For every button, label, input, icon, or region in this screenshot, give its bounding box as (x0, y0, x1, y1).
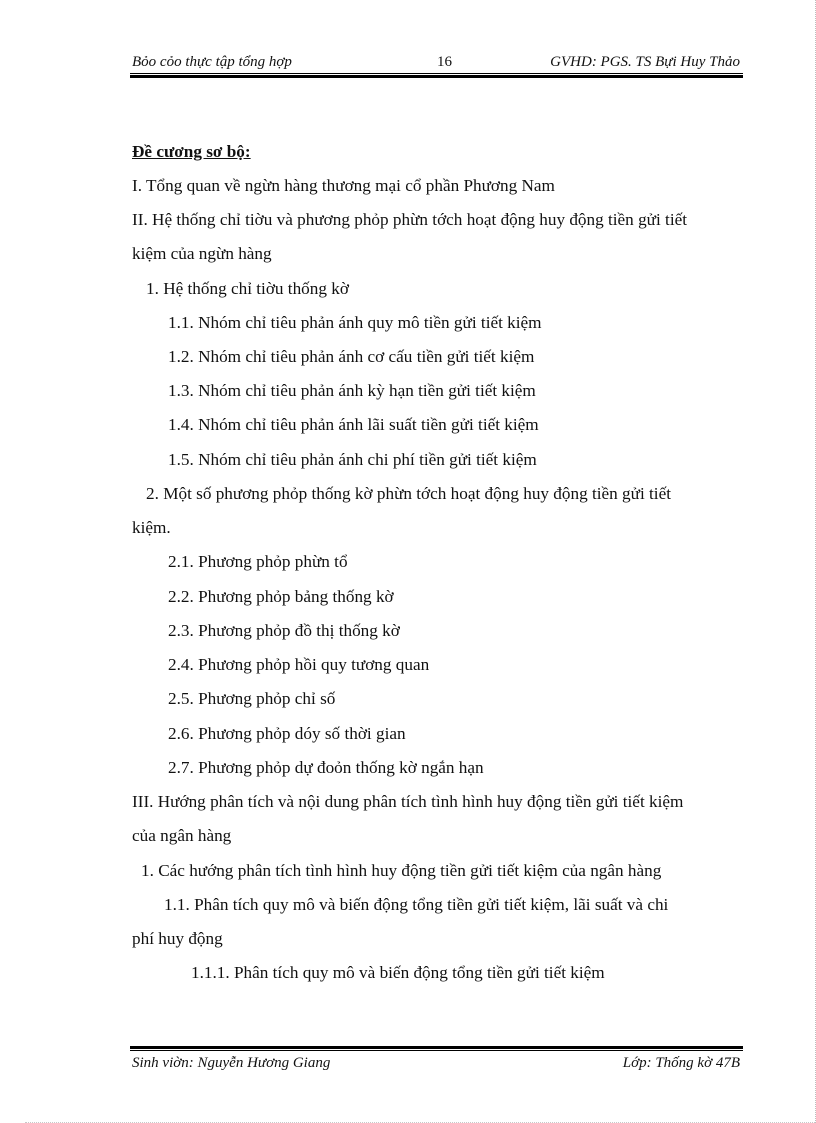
outline-line: 2.7. Phương phỏp dự đoỏn thống kờ ngắn hạn (168, 758, 484, 777)
outline-line: 1. Hệ thống chỉ tiờu thống kờ (146, 279, 349, 298)
outline-line: 1. Các hướng phân tích tình hình huy động tiền gửi tiết kiệm của ngân hàng (141, 861, 662, 880)
header-page-number: 16 (437, 54, 452, 70)
outline-line: phí huy động (132, 929, 223, 948)
outline-line: 1.4. Nhóm chỉ tiêu phản ánh lãi suất tiền gửi tiết kiệm (168, 415, 539, 434)
outline-line: 2.2. Phương phỏp bảng thống kờ (168, 587, 394, 606)
footer-rule (130, 1046, 743, 1051)
outline-line: kiệm của ngừn hàng (132, 244, 272, 263)
page-footer (132, 1055, 740, 1075)
outline-title: Đề cương sơ bộ: (132, 142, 251, 161)
footer-student: Sinh viờn: Nguyễn Hương Giang (132, 1055, 331, 1071)
outline-line: I. Tổng quan về ngừn hàng thương mại cổ phần Phương Nam (132, 176, 555, 195)
page-header (132, 54, 740, 74)
outline-line: của ngân hàng (132, 826, 232, 845)
outline-line: 2. Một số phương phỏp thống kờ phừn tớch hoạt động huy động tiền gửi tiết (146, 484, 671, 503)
outline-line: 1.5. Nhóm chỉ tiêu phản ánh chi phí tiền gửi tiết kiệm (168, 450, 537, 469)
outline-line: 2.5. Phương phỏp chỉ số (168, 689, 336, 708)
outline-line: 1.3. Nhóm chỉ tiêu phản ánh kỳ hạn tiền gửi tiết kiệm (168, 381, 536, 400)
outline-line: 2.4. Phương phỏp hồi quy tương quan (168, 655, 430, 674)
outline-line: II. Hệ thống chỉ tiờu và phương phỏp phừn tớch hoạt động huy động tiền gửi tiết (132, 210, 688, 229)
outline-line: 2.3. Phương phỏp đồ thị thống kờ (168, 621, 400, 640)
outline-line: 1.2. Nhóm chỉ tiêu phản ánh cơ cấu tiền gửi tiết kiệm (168, 347, 535, 366)
header-report-title: Bỏo cỏo thực tập tổng hợp (132, 54, 292, 70)
outline-line: 2.6. Phương phỏp dóy số thời gian (168, 724, 406, 743)
outline-line: 1.1.1. Phân tích quy mô và biến động tổng tiền gửi tiết kiệm (191, 963, 605, 982)
outline-line: 1.1. Nhóm chỉ tiêu phản ánh quy mô tiền gửi tiết kiệm (168, 313, 542, 332)
outline-line: III. Hướng phân tích và nội dung phân tích tình hình huy động tiền gửi tiết kiệm (132, 792, 684, 811)
outline-line: kiệm. (132, 518, 171, 537)
outline-line: 2.1. Phương phỏp phừn tổ (168, 552, 348, 571)
header-rule (130, 73, 743, 78)
header-supervisor: GVHD: PGS. TS Bựi Huy Thảo (550, 54, 740, 70)
footer-class: Lớp: Thống kờ 47B (622, 1055, 740, 1071)
outline-line: 1.1. Phân tích quy mô và biến động tổng tiền gửi tiết kiệm, lãi suất và chi (164, 895, 669, 914)
